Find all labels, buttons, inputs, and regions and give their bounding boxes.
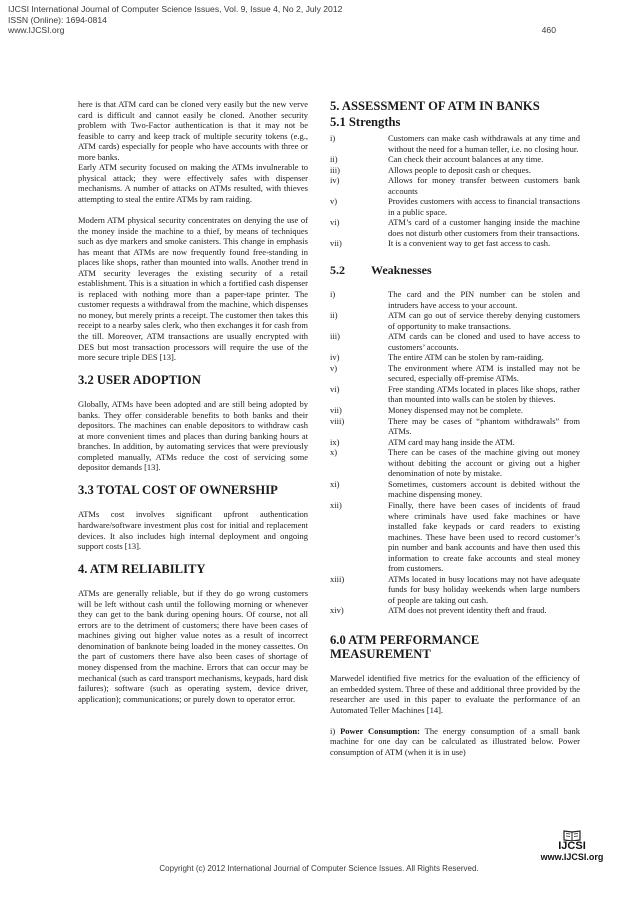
list-item: [330, 331, 580, 352]
list-text: ATM’s card of a customer hanging inside the machine does not disturb other customers from their transactions.: [388, 217, 580, 238]
list-item: [330, 447, 580, 479]
list-text: Finally, there have been cases of incidents of fraud where criminals have used fake machines or have installed fake keypads or card readers to existing machines. These have been used to record customer’s pin number and bank accounts and have then used this information to create fake accounts and steal money from customers.: [388, 499, 580, 574]
page-number: 460: [541, 25, 556, 35]
list-number: iv): [330, 352, 340, 363]
section-heading: 4. ATM RELIABILITY: [78, 562, 206, 577]
list-text: Provides customers with access to financial transactions in a public space.: [388, 196, 580, 217]
section-heading: 5. ASSESSMENT OF ATM IN BANKS: [330, 99, 540, 113]
paragraph: ATMs are generally reliable, but if they do go wrong customers will be left without cash until the following morning or whenever they can get to the bank during opening hours. Of course, not all errors are to the detriment of customers; there have been cases of machines giving out higher value notes as a result of incorrect denomination of banknote being loaded in the money cassettes. On the part of customers there have also been cases of shortage of money dispensed from the machine. Errors that can occur may be mechanical (such as card transport mechanisms, keypads, hard disk failures); software (such as operating system, device driver, application); communications; or purely down to operator error.: [78, 588, 308, 704]
list-item: [330, 165, 580, 176]
copyright-footer: Copyright (c) 2012 International Journal of Computer Science Issues. All Rights Reserved.: [159, 864, 479, 873]
list-text: There can be cases of the machine giving out money without debiting the account or giving out a higher denomination of note by mistake.: [388, 447, 580, 479]
logo-url: www.IJCSI.org: [540, 852, 604, 862]
list-item: [330, 352, 580, 363]
list-item: [330, 310, 580, 331]
list-number: i): [330, 289, 336, 300]
section-heading: 3.2 USER ADOPTION: [78, 373, 201, 388]
list-item: [330, 574, 580, 606]
list-number: vii): [330, 405, 342, 416]
list-item: [330, 289, 580, 310]
list-number: viii): [330, 415, 345, 426]
list-number: x): [330, 447, 338, 458]
list-item: [330, 133, 580, 154]
list-item: [330, 605, 580, 616]
list-number: v): [330, 196, 338, 207]
list-item: [330, 500, 580, 574]
paragraph: Early ATM security focused on making the ATMs invulnerable to physical attack; they were effectively safes with dispenser mechanisms. A number of attacks on ATMs resulted, with thieves attempting to steal the entire ATMs by ram raiding.: [78, 162, 308, 204]
list-number: v): [330, 362, 338, 373]
list-text: Money dispensed may not be complete.: [388, 405, 524, 416]
list-item: [330, 238, 580, 249]
list-number: xiii): [330, 573, 345, 584]
section-heading: 6.0 ATM PERFORMANCE MEASUREMENT: [330, 632, 480, 661]
subsection-heading: 5.1 Strengths: [330, 115, 401, 129]
list-number: xii): [330, 499, 342, 510]
list-text: Allows for money transfer between customers bank accounts: [388, 175, 580, 196]
list-item: [330, 384, 580, 405]
weaknesses-list: [330, 289, 580, 616]
list-text: There may be cases of “phantom withdrawals” from ATMs.: [388, 415, 580, 437]
list-item: [330, 196, 580, 217]
list-text: ATM can go out of service thereby denying customers of opportunity to make transactions.: [388, 310, 580, 331]
subsection-heading: [330, 263, 580, 277]
subsection-title: Weaknesses: [371, 263, 432, 278]
list-number: iii): [330, 331, 340, 342]
list-item: [330, 416, 580, 437]
list-item: [330, 175, 580, 196]
strengths-list: [330, 133, 580, 249]
list-text: The card and the PIN number can be stolen and intruders have access to your account.: [388, 289, 580, 310]
list-number: ix): [330, 436, 340, 447]
list-text: Allows people to deposit cash or cheques.: [388, 164, 531, 175]
list-text: The entire ATM can be stolen by ram-raiding.: [388, 352, 544, 363]
paragraph: here is that ATM card can be cloned very easily but the new verve card is difficult and cannot easily be cloned. Another security problem with Two-Factor authentication is that it may not be feasible to carry and keep track of multiple security tokens (e.g., ATM cards) especially for people who have accounts with three or more banks.: [78, 99, 308, 162]
paragraph-text: The energy consumption of a small bank machine for one day can be calculated as illustrated below. Power consumption of ATM (when it is in use): [330, 725, 580, 757]
list-number: i): [330, 133, 336, 143]
list-number: vi): [330, 383, 340, 394]
list-item: [330, 405, 580, 416]
list-item: [330, 437, 580, 448]
list-marker: i): [330, 725, 341, 736]
list-text: Sometimes, customers account is debited without the machine dispensing money.: [388, 478, 580, 500]
paragraph: Marwedel identified five metrics for the evaluation of the efficiency of an embedded system. Three of these and additional three provided by the researcher are used in this paper to evaluate the performance of an Automated Teller Machines [14].: [330, 672, 580, 715]
list-number: iv): [330, 175, 340, 186]
journal-header: [8, 4, 342, 36]
paragraph: Modern ATM physical security concentrates on denying the use of the money inside the machine to a thief, by means of techniques such as dye markers and smoke canisters. This change in emphasis has meant that ATMs are now frequently found free-standing in places like shops, rather than mounted into walls. Another trend in ATM security leverages the existing security of a retail establishment. This is a situation in which a fortified cash dispenser is replaced with nothing more than a paper-tape printer. The customer requests a withdrawal from the machine, which dispenses no money, but merely prints a receipt. The customer then takes this receipt to a nearby sales clerk, who then exchanges it for cash from the till. Moreover, ATM transactions are usually encrypted with DES but most transaction processors will require the use of the more secure triple DES [13].: [78, 214, 309, 363]
issn: ISSN (Online): 1694-0814: [8, 14, 107, 25]
list-item: [330, 479, 580, 500]
paragraph: [330, 726, 580, 758]
list-text: Can check their account balances at any time.: [388, 154, 544, 165]
left-column: [78, 99, 308, 704]
ijcsi-logo: [532, 829, 612, 862]
list-text: Customers can make cash withdrawals at any time and without the need for a human teller, i.e. no closing hour.: [388, 133, 580, 154]
list-item: [330, 217, 580, 238]
list-number: ii): [330, 310, 338, 321]
list-number: vii): [330, 238, 342, 249]
list-text: ATM cards can be cloned and used to have access to customers’ accounts.: [388, 331, 580, 352]
list-number: vi): [330, 217, 340, 228]
list-item: [330, 363, 580, 384]
list-text: The environment where ATM is installed may not be secured, especially off-premise ATMs.: [388, 362, 580, 384]
list-number: iii): [330, 164, 340, 175]
right-column: [330, 99, 580, 757]
list-number: xiv): [330, 605, 344, 616]
section-heading: 3.3 TOTAL COST OF OWNERSHIP: [78, 483, 278, 498]
list-text: Free standing ATMs located in places like shops, rather than mounted into walls can be stolen by thieves.: [388, 383, 580, 405]
subsection-number: 5.2: [330, 263, 345, 278]
list-text: It is a convenient way to get fast access to cash.: [388, 238, 551, 249]
paragraph: Globally, ATMs have been adopted and are still being adopted by banks. They offer considerable benefits to both banks and their depositors. The machines can enable depositors to withdraw cash at more convenient times and places than during banking hours at branches. In addition, by automating services that were previously completed manually, ATMs reduce the cost of servicing some depositor demands [13].: [78, 399, 308, 473]
list-number: xi): [330, 478, 340, 489]
list-number: ii): [330, 154, 338, 165]
list-text: ATMs located in busy locations may not have adequate funds for busy holiday weekends when large numbers of people are taking out cash.: [388, 573, 580, 605]
logo-text: IJCSI: [558, 840, 586, 852]
journal-title: IJCSI International Journal of Computer Science Issues, Vol. 9, Issue 4, No 2, July 2012: [8, 4, 343, 14]
paragraph: ATMs cost involves significant upfront authentication hardware/software investment plus cost for initial and replacement devices. It also includes high internal deployment and ongoing support costs [13].: [78, 509, 308, 552]
list-text: ATM does not prevent identity theft and fraud.: [388, 605, 547, 616]
term-label: Power Consumption:: [340, 725, 420, 736]
list-text: ATM card may hang inside the ATM.: [388, 436, 515, 447]
list-item: [330, 154, 580, 165]
journal-url: www.IJCSI.org: [8, 25, 65, 35]
